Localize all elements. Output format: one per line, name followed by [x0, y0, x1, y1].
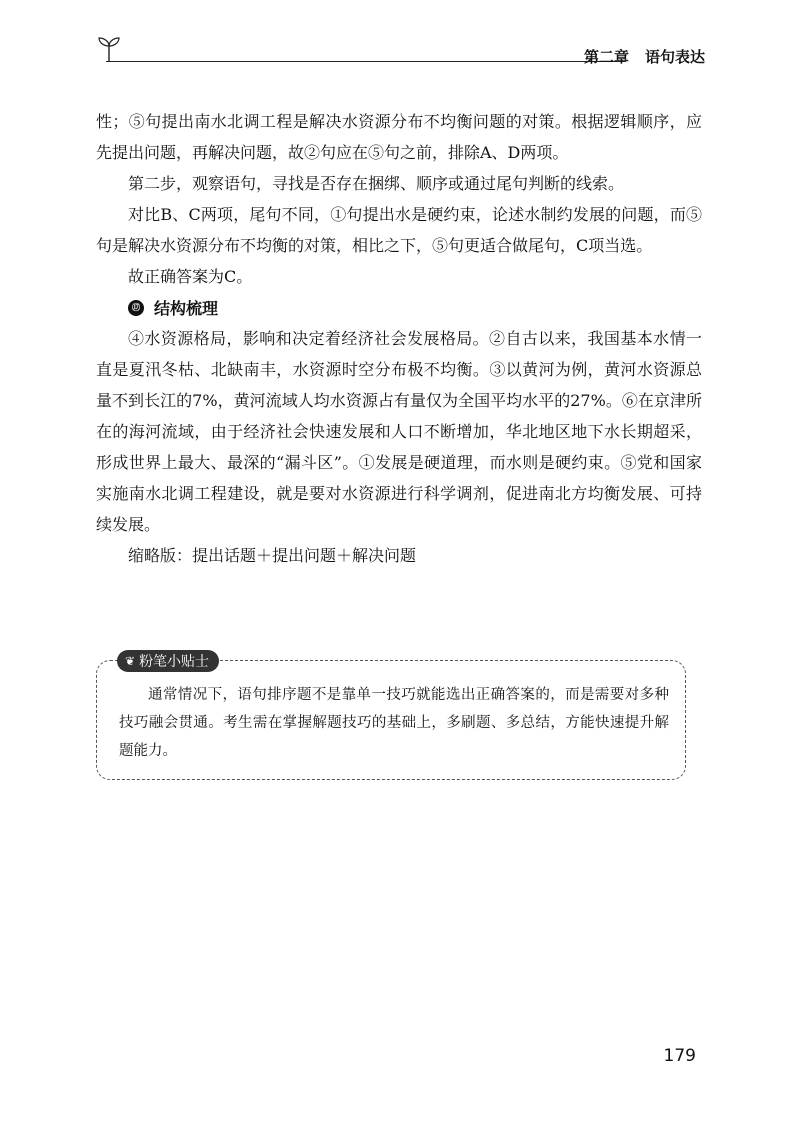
page-header: [90, 34, 705, 68]
paragraph-analysis-continued: 性；⑤句提出南水北调工程是解决水资源分布不均衡问题的对策。根据逻辑顺序，应先提出问题，再解决问题，故②句应在⑤句之前，排除A、D两项。: [96, 112, 702, 162]
paragraph-answer: 故正确答案为C。: [128, 267, 253, 286]
tip-text: 通常情况下，语句排序题不是靠单一技巧就能选出正确答案的，而是需要对多种技巧融会贯通。考生需在掌握解题技巧的基础上，多刷题、多总结，方能快速提升解题能力。: [119, 687, 669, 759]
sprout-icon: ❦: [125, 654, 136, 668]
paragraph-compare-options: 对比B、C两项，尾句不同，①句提出水是硬约束，论述水制约发展的问题，而⑤句是解决水资源分布不均衡的对策，相比之下，⑤句更适合做尾句，C项当选。: [96, 205, 702, 255]
page-body: [96, 106, 702, 571]
tip-label: 粉笔小贴士: [139, 654, 210, 670]
chapter-number: 第二章: [583, 48, 629, 66]
sprout-icon: [94, 34, 124, 64]
page-number: 179: [663, 1046, 696, 1066]
section-heading: [128, 292, 702, 323]
structure-text: ④水资源格局，影响和决定着经济社会发展格局。②自古以来，我国基本水情一直是夏汛冬枯、北缺南丰，水资源时空分布极不均衡。③以黄河为例，黄河水资源总量不到长江的7%，黄河流域人均水资源占有量仅为全国平均水平的27%。⑥在京津所在的海河流域，由于经济社会快速发展和人口不断增加，华北地区地下水长期超采，形成世界上最大、最深的“漏斗区”。①发展是硬道理，而水则是硬约束。⑤党和国家实施南水北调工程建设，就是要对水资源进行科学调剂，促进南北方均衡发展、可持续发展。: [96, 329, 702, 534]
header-rule: [106, 61, 626, 62]
tip-label-tag: [117, 650, 219, 672]
structure-summary: 缩略版：提出话题＋提出问题＋解决问题: [128, 546, 417, 565]
section-title: 结构梳理: [154, 299, 219, 318]
chapter-heading: [584, 46, 705, 67]
section-badge-icon: ⑰: [128, 300, 144, 316]
tip-box: [96, 654, 686, 780]
paragraph-step-two: 第二步，观察语句，寻找是否存在捆绑、顺序或通过尾句判断的线索。: [128, 174, 625, 193]
chapter-title: 语句表达: [644, 48, 705, 66]
